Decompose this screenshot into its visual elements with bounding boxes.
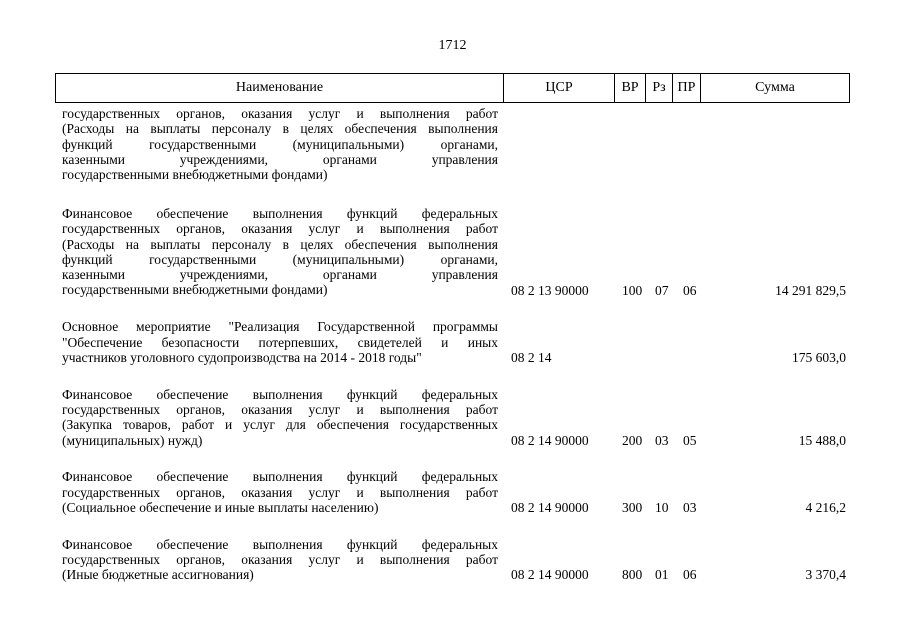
row-csr: 08 2 13 90000 — [511, 282, 589, 298]
table-row — [0, 206, 905, 298]
header-pr: ПР — [673, 74, 701, 102]
row-name-line: казенными учреждениями, органами управления — [62, 267, 498, 283]
row-csr: 08 2 14 90000 — [511, 567, 589, 583]
row-sum: 4 216,2 — [805, 499, 846, 515]
row-name — [62, 106, 498, 182]
row-name-line: казенными учреждениями, органами управления — [62, 151, 498, 167]
row-name-line: (Расходы на выплаты персоналу в целях обеспечения выполнения — [62, 121, 498, 137]
header-csr: ЦСР — [504, 74, 615, 102]
row-name-line: государственными внебюджетными фондами) — [62, 282, 328, 298]
row-pr: 05 — [683, 432, 697, 448]
row-name-line: Финансовое обеспечение выполнения функций федеральных — [62, 206, 498, 221]
row-name — [62, 319, 498, 365]
page-number: 1712 — [438, 38, 467, 53]
row-rz: 07 — [655, 282, 669, 298]
row-name-line: Финансовое обеспечение выполнения функций федеральных — [62, 386, 498, 402]
row-name-line: функций государственными (муниципальными) органами, — [62, 136, 498, 152]
header-rz: Рз — [646, 74, 673, 102]
row-name — [62, 469, 498, 515]
row-vr: 200 — [622, 432, 643, 448]
table-header — [55, 73, 850, 103]
row-name-line: государственными внебюджетными фондами) — [62, 167, 328, 183]
row-name-line: Основное мероприятие "Реализация Государственной программы — [62, 319, 498, 335]
row-csr: 08 2 14 — [511, 349, 552, 365]
row-rz: 01 — [655, 567, 669, 583]
row-sum: 3 370,4 — [805, 567, 846, 583]
row-name-line: (Иные бюджетные ассигнования) — [62, 567, 254, 583]
row-name-line: (Закупка товаров, работ и услуг для обеспечения государственных — [62, 417, 498, 433]
row-name-line: государственных органов, оказания услуг и выполнения работ — [62, 484, 498, 500]
row-name — [62, 387, 498, 448]
row-rz: 03 — [655, 432, 669, 448]
table-row — [0, 469, 905, 515]
row-name-line: участников уголовного судопроизводства на 2014 - 2018 годы" — [62, 349, 422, 365]
row-name-line: государственных органов, оказания услуг и выполнения работ — [62, 221, 498, 237]
row-name-line: государственных органов, оказания услуг и выполнения работ — [62, 552, 498, 568]
row-name-line: "Обеспечение безопасности потерпевших, свидетелей и иных — [62, 334, 498, 350]
row-vr: 800 — [622, 567, 643, 583]
header-sum: Сумма — [755, 80, 795, 95]
row-name-line: Финансовое обеспечение выполнения функций федеральных — [62, 536, 498, 552]
row-csr: 08 2 14 90000 — [511, 499, 589, 515]
row-name-line: государственных органов, оказания услуг и выполнения работ — [62, 401, 498, 417]
row-name-line: (муниципальных) нужд) — [62, 432, 203, 448]
row-rz: 10 — [655, 499, 669, 515]
header-name: Наименование — [56, 74, 504, 102]
row-pr: 06 — [683, 567, 697, 583]
row-vr: 300 — [622, 499, 643, 515]
row-name — [62, 537, 498, 583]
row-vr: 100 — [622, 282, 643, 298]
row-sum: 14 291 829,5 — [775, 282, 846, 298]
table-row — [0, 319, 905, 365]
row-sum: 175 603,0 — [792, 349, 846, 365]
row-name-line: (Расходы на выплаты персоналу в целях обеспечения выполнения — [62, 236, 498, 252]
table-row — [0, 387, 905, 448]
row-name-line: (Социальное обеспечение и иные выплаты населению) — [62, 499, 379, 515]
row-name-line: функций государственными (муниципальными) органами, — [62, 251, 498, 267]
table-row — [0, 106, 905, 183]
row-name-line: государственных органов, оказания услуг и выполнения работ — [62, 106, 498, 121]
row-csr: 08 2 14 90000 — [511, 432, 589, 448]
row-name — [62, 206, 498, 298]
row-name-line: Финансовое обеспечение выполнения функций федеральных — [62, 469, 498, 485]
table-row — [0, 537, 905, 583]
row-sum: 15 488,0 — [798, 432, 846, 448]
row-pr: 06 — [683, 282, 697, 298]
header-vr: ВР — [615, 74, 646, 102]
row-pr: 03 — [683, 499, 697, 515]
